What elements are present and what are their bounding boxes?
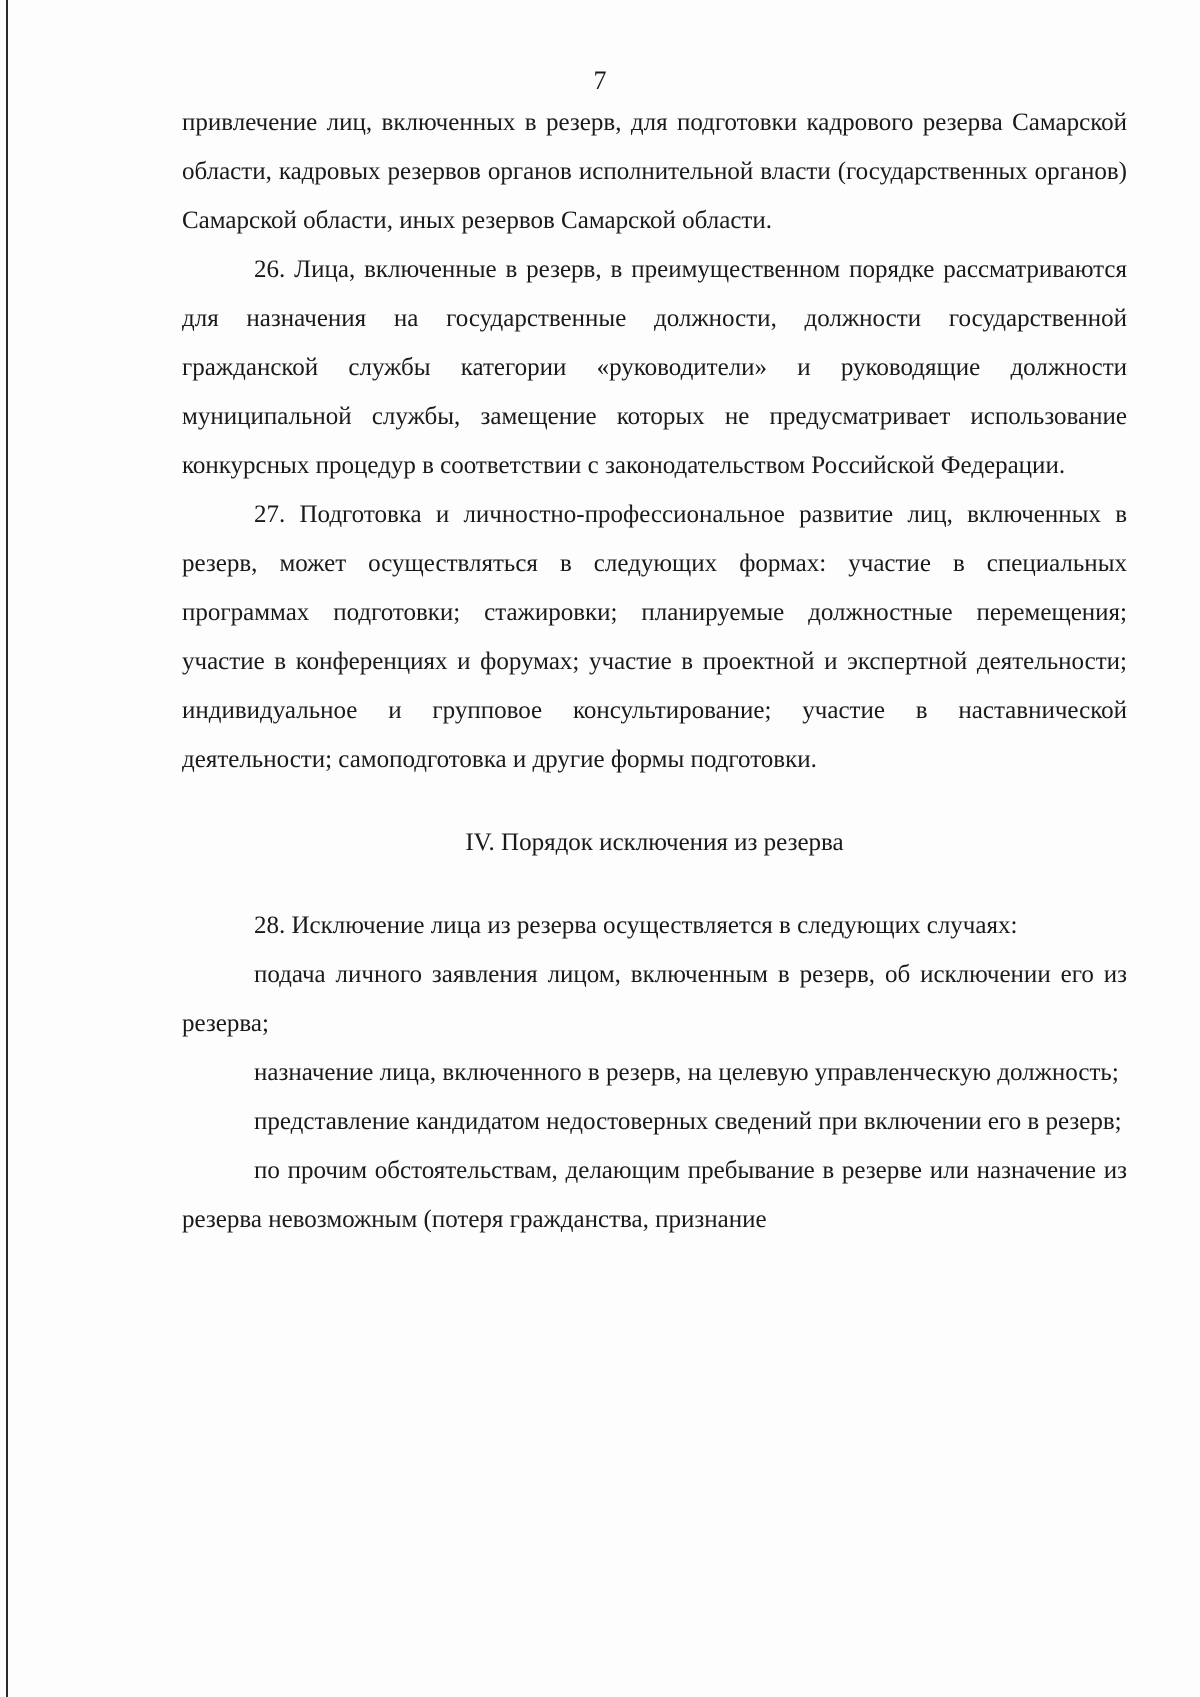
- scan-edge-left: [6, 0, 8, 1697]
- list-item-other-circumstances: по прочим обстоятельствам, делающим пребывание в резерве или назначение из резерва невозможным (потеря гражданства, признание: [182, 1157, 1127, 1233]
- list-item-appointment: назначение лица, включенного в резерв, на целевую управленческую должность;: [254, 1059, 1119, 1086]
- list-item-false-information: представление кандидатом недостоверных сведений при включении его в резерв;: [254, 1108, 1122, 1135]
- section-heading: IV. Порядок исключения из резерва: [465, 829, 844, 856]
- paragraph-28: 28. Исключение лица из резерва осуществляется в следующих случаях:: [254, 912, 1018, 939]
- page-number: 7: [593, 66, 607, 95]
- paragraph-26: 26. Лица, включенные в резерв, в преимущественном порядке рассматриваются для назначения на государственные должности, должности государственной гражданской службы категории «руководители» и руководящие должности муниципальной службы, замещение которых не предусматривает использование конкурсных процедур в соответствии с законодательством Российской Федерации.: [182, 256, 1127, 479]
- paragraph-27: 27. Подготовка и личностно-профессиональное развитие лиц, включенных в резерв, может осуществляться в следующих формах: участие в специальных программах подготовки; стажировки; планируемые должностные перемещения; участие в конференциях и форумах; участие в проектной и экспертной деятельности; индивидуальное и групповое консультирование; участие в наставнической деятельности; самоподготовка и другие формы подготовки.: [182, 501, 1127, 773]
- document-body: [182, 98, 1127, 1244]
- list-item-personal-request: подача личного заявления лицом, включенным в резерв, об исключении его из резерва;: [182, 961, 1127, 1037]
- paragraph-continuation: привлечение лиц, включенных в резерв, для подготовки кадрового резерва Самарской области, кадровых резервов органов исполнительной власти (государственных органов) Самарской области, иных резервов Самарской области.: [182, 109, 1127, 234]
